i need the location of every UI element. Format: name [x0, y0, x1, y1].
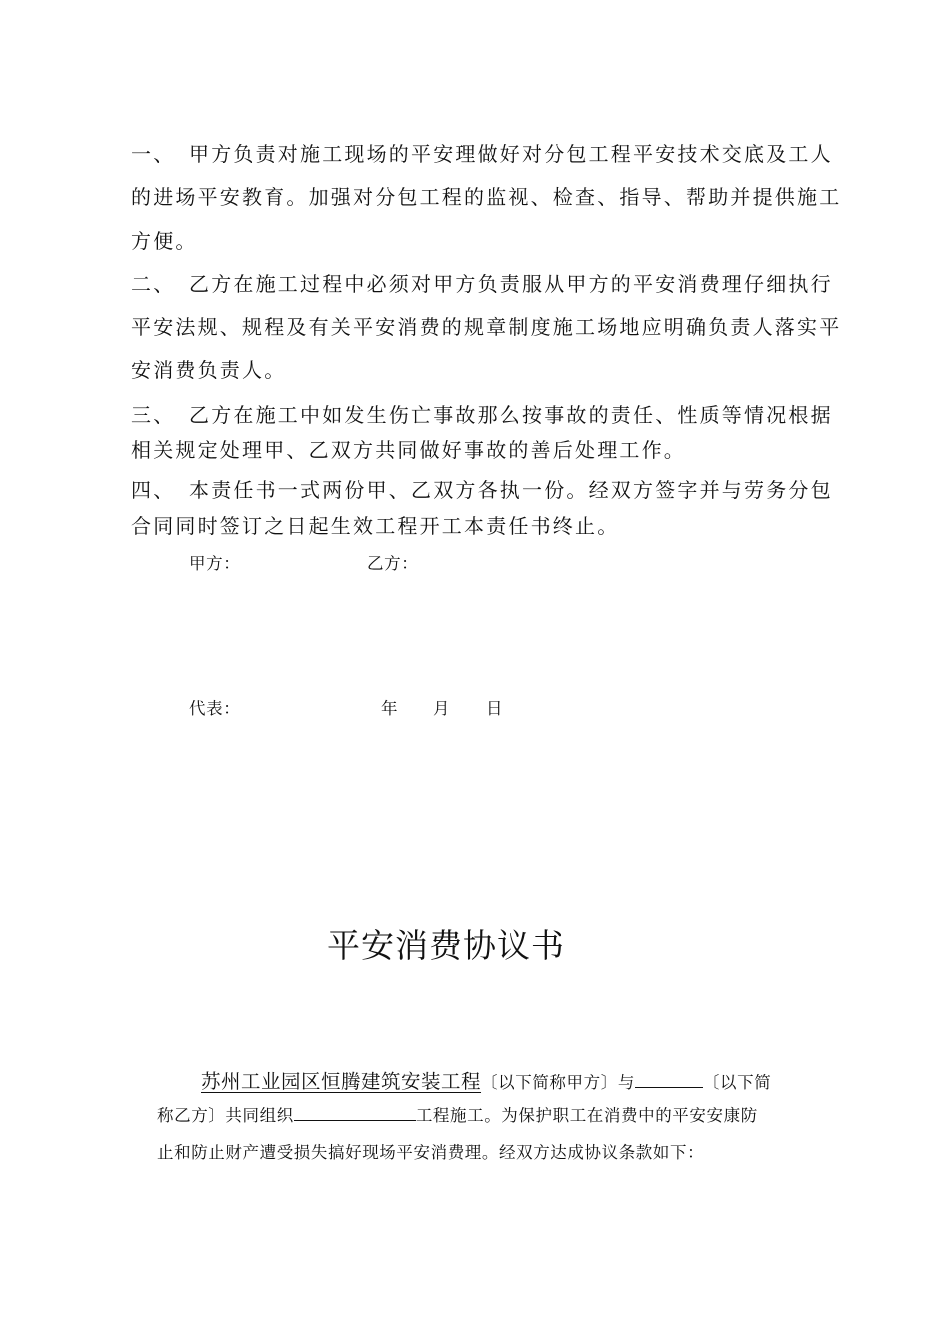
representative-label: 代表： — [189, 699, 241, 718]
clause-1-line-3: 方便。 — [131, 229, 198, 253]
clause-4-line-2: 合同同时签订之日起生效工程开工本责任书终止。 — [131, 514, 620, 538]
clause-4-number: 四、 — [131, 478, 176, 502]
party-a-label: 甲方： — [189, 554, 241, 573]
clause-3-line-1: 乙方在施工中如发生伤亡事故那么按事故的责任、性质等情况根据 — [189, 403, 833, 427]
agreement-line-2-end: 工程施工。为保护职工在消费中的平安安康防 — [415, 1106, 758, 1125]
agreement-line-2-start: 称乙方〕共同组织 — [157, 1106, 294, 1125]
clause-2-line-3: 安消费负责人。 — [131, 358, 287, 382]
date-year-label: 年 — [381, 699, 399, 718]
clause-4-line-1: 本责任书一式两份甲、乙双方各执一份。经双方签字并与劳务分包 — [189, 478, 833, 502]
company-name: 苏州工业园区恒腾建筑安装工程 — [201, 1070, 482, 1093]
party-b-blank — [635, 1069, 703, 1088]
clause-3-number: 三、 — [131, 403, 176, 427]
project-name-blank — [294, 1102, 416, 1121]
agreement-line-1 — [201, 1066, 771, 1094]
clause-1-line-2: 的进场平安教育。加强对分包工程的监视、检查、指导、帮助并提供施工 — [131, 185, 842, 209]
date-day-label: 日 — [486, 699, 504, 718]
clause-3-line-2: 相关规定处理甲、乙双方共同做好事故的善后处理工作。 — [131, 438, 686, 462]
date-month-label: 月 — [433, 699, 451, 718]
agreement-title: 平安消费协议书 — [327, 926, 565, 965]
party-b-label: 乙方： — [367, 554, 419, 573]
agreement-line-1-text: 〔以下简称甲方〕与 — [481, 1073, 635, 1092]
agreement-line-2 — [157, 1102, 758, 1126]
clause-1-line-1: 甲方负责对施工现场的平安理做好对分包工程平安技术交底及工人 — [189, 142, 833, 166]
agreement-line-3: 止和防止财产遭受损失搞好现场平安消费理。经双方达成协议条款如下： — [157, 1143, 705, 1162]
clause-2-line-2: 平安法规、规程及有关平安消费的规章制度施工场地应明确负责人落实平 — [131, 315, 842, 339]
clause-2-line-1: 乙方在施工过程中必须对甲方负责服从甲方的平安消费理仔细执行 — [189, 272, 833, 296]
agreement-line-1-end: 〔以下简 — [702, 1073, 772, 1092]
clause-1-number: 一、 — [131, 142, 176, 166]
clause-2-number: 二、 — [131, 272, 176, 296]
